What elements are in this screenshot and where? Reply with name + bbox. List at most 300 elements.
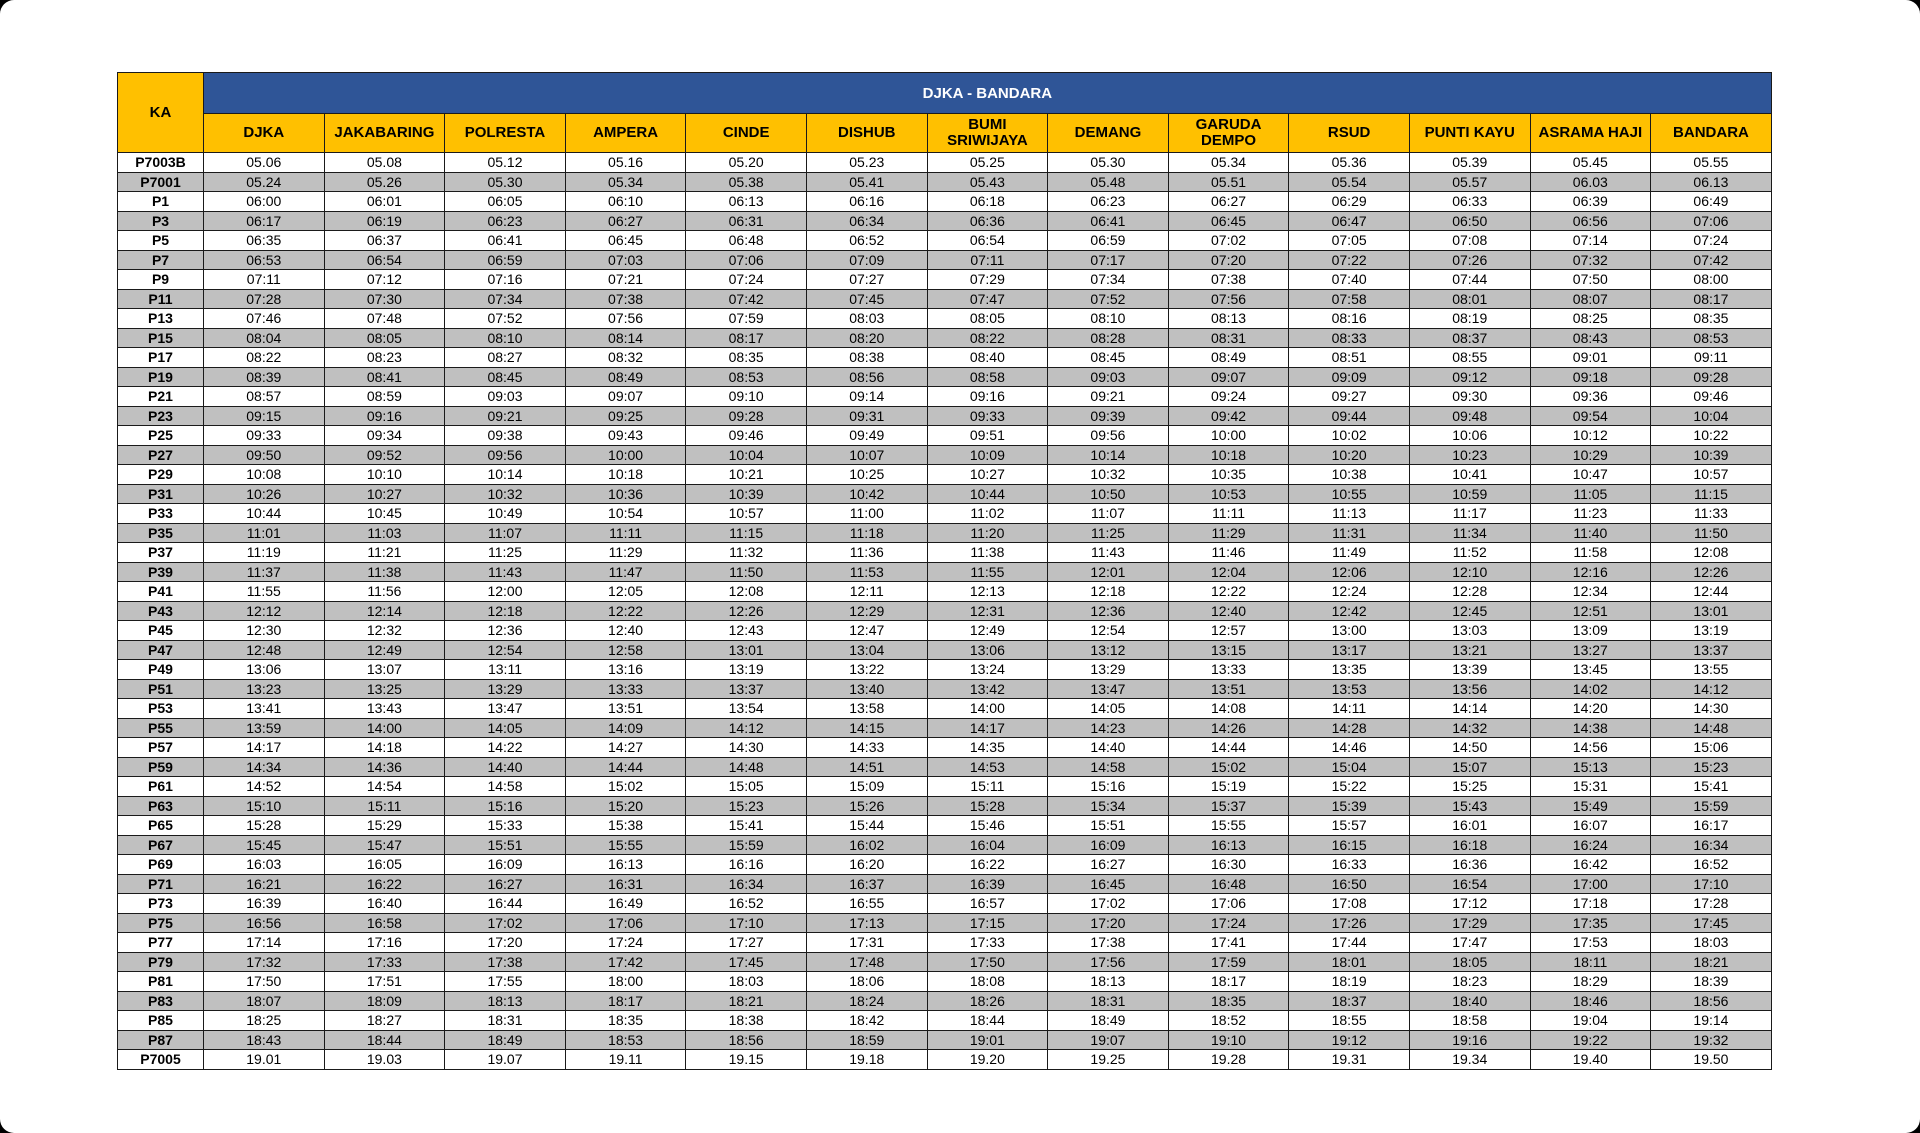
- time-cell: 18:43: [204, 1030, 325, 1050]
- time-cell: 11:52: [1409, 543, 1530, 563]
- time-cell: 12:14: [324, 601, 445, 621]
- time-cell: 10:38: [1289, 465, 1410, 485]
- time-cell: 15:46: [927, 816, 1048, 836]
- table-row: [118, 621, 1772, 641]
- time-cell: 05.34: [1168, 153, 1289, 173]
- time-cell: 12:42: [1289, 601, 1410, 621]
- time-cell: 18:49: [445, 1030, 566, 1050]
- time-cell: 11:38: [927, 543, 1048, 563]
- train-id-cell: P23: [118, 406, 204, 426]
- time-cell: 13:53: [1289, 679, 1410, 699]
- time-cell: 12:45: [1409, 601, 1530, 621]
- time-cell: 19.20: [927, 1050, 1048, 1070]
- time-cell: 10:57: [686, 504, 807, 524]
- time-cell: 17:26: [1289, 913, 1410, 933]
- time-cell: 14:05: [445, 718, 566, 738]
- table-row: [118, 309, 1772, 329]
- time-cell: 16:44: [445, 894, 566, 914]
- time-cell: 19.28: [1168, 1050, 1289, 1070]
- train-id-cell: P55: [118, 718, 204, 738]
- time-cell: 09:56: [1048, 426, 1169, 446]
- table-row: [118, 699, 1772, 719]
- time-cell: 17:41: [1168, 933, 1289, 953]
- time-cell: 09:25: [565, 406, 686, 426]
- time-cell: 11:02: [927, 504, 1048, 524]
- train-id-cell: P35: [118, 523, 204, 543]
- time-cell: 16:18: [1409, 835, 1530, 855]
- time-cell: 18:08: [927, 972, 1048, 992]
- time-cell: 12:24: [1289, 582, 1410, 602]
- table-row: [118, 250, 1772, 270]
- time-cell: 07:06: [1651, 211, 1772, 231]
- time-cell: 15:16: [445, 796, 566, 816]
- time-cell: 16:13: [565, 855, 686, 875]
- time-cell: 06:41: [445, 231, 566, 251]
- time-cell: 15:59: [686, 835, 807, 855]
- train-id-cell: P87: [118, 1030, 204, 1050]
- time-cell: 16:45: [1048, 874, 1169, 894]
- time-cell: 19.25: [1048, 1050, 1169, 1070]
- time-cell: 16:13: [1168, 835, 1289, 855]
- time-cell: 05.41: [806, 172, 927, 192]
- time-cell: 14:48: [1651, 718, 1772, 738]
- time-cell: 08:55: [1409, 348, 1530, 368]
- time-cell: 09:21: [1048, 387, 1169, 407]
- time-cell: 14:44: [565, 757, 686, 777]
- time-cell: 18:46: [1530, 991, 1651, 1011]
- time-cell: 06:49: [1651, 192, 1772, 212]
- timetable: [117, 72, 1772, 1070]
- table-row: [118, 543, 1772, 563]
- time-cell: 12:47: [806, 621, 927, 641]
- train-id-cell: P19: [118, 367, 204, 387]
- time-cell: 13:19: [686, 660, 807, 680]
- time-cell: 07:05: [1289, 231, 1410, 251]
- time-cell: 17:45: [686, 952, 807, 972]
- time-cell: 11:55: [204, 582, 325, 602]
- train-id-cell: P15: [118, 328, 204, 348]
- time-cell: 12:48: [204, 640, 325, 660]
- time-cell: 07:52: [445, 309, 566, 329]
- time-cell: 15:13: [1530, 757, 1651, 777]
- time-cell: 17:47: [1409, 933, 1530, 953]
- time-cell: 12:32: [324, 621, 445, 641]
- time-cell: 18:24: [806, 991, 927, 1011]
- time-cell: 09:33: [927, 406, 1048, 426]
- time-cell: 09:03: [1048, 367, 1169, 387]
- table-row: [118, 718, 1772, 738]
- time-cell: 15:05: [686, 777, 807, 797]
- table-row: [118, 855, 1772, 875]
- time-cell: 07:42: [1651, 250, 1772, 270]
- time-cell: 07:22: [1289, 250, 1410, 270]
- time-cell: 07:03: [565, 250, 686, 270]
- time-cell: 07:16: [445, 270, 566, 290]
- time-cell: 08:53: [686, 367, 807, 387]
- time-cell: 19:14: [1651, 1011, 1772, 1031]
- time-cell: 18:52: [1168, 1011, 1289, 1031]
- time-cell: 15:11: [927, 777, 1048, 797]
- time-cell: 17:14: [204, 933, 325, 953]
- time-cell: 13:01: [1651, 601, 1772, 621]
- time-cell: 08:20: [806, 328, 927, 348]
- time-cell: 08:41: [324, 367, 445, 387]
- time-cell: 18:35: [1168, 991, 1289, 1011]
- train-id-cell: P29: [118, 465, 204, 485]
- time-cell: 06:00: [204, 192, 325, 212]
- station-header: CINDE: [686, 114, 807, 153]
- time-cell: 09:16: [324, 406, 445, 426]
- time-cell: 18:09: [324, 991, 445, 1011]
- time-cell: 14:54: [324, 777, 445, 797]
- time-cell: 13:55: [1651, 660, 1772, 680]
- time-cell: 16:27: [445, 874, 566, 894]
- time-cell: 06:59: [1048, 231, 1169, 251]
- time-cell: 17:29: [1409, 913, 1530, 933]
- time-cell: 05.12: [445, 153, 566, 173]
- time-cell: 13:04: [806, 640, 927, 660]
- time-cell: 18:53: [565, 1030, 686, 1050]
- time-cell: 16:39: [204, 894, 325, 914]
- time-cell: 14:50: [1409, 738, 1530, 758]
- time-cell: 07:44: [1409, 270, 1530, 290]
- time-cell: 10:20: [1289, 445, 1410, 465]
- time-cell: 07:27: [806, 270, 927, 290]
- time-cell: 06:54: [324, 250, 445, 270]
- time-cell: 18:13: [1048, 972, 1169, 992]
- train-id-cell: P31: [118, 484, 204, 504]
- time-cell: 06:59: [445, 250, 566, 270]
- time-cell: 18:23: [1409, 972, 1530, 992]
- time-cell: 18:03: [686, 972, 807, 992]
- time-cell: 09:33: [204, 426, 325, 446]
- time-cell: 17:59: [1168, 952, 1289, 972]
- time-cell: 08:43: [1530, 328, 1651, 348]
- time-cell: 13:54: [686, 699, 807, 719]
- time-cell: 17:10: [686, 913, 807, 933]
- time-cell: 15:06: [1651, 738, 1772, 758]
- time-cell: 08:28: [1048, 328, 1169, 348]
- time-cell: 18:55: [1289, 1011, 1410, 1031]
- time-cell: 09:46: [686, 426, 807, 446]
- time-cell: 08:49: [1168, 348, 1289, 368]
- time-cell: 14:08: [1168, 699, 1289, 719]
- time-cell: 07:21: [565, 270, 686, 290]
- time-cell: 05.38: [686, 172, 807, 192]
- time-cell: 08:14: [565, 328, 686, 348]
- time-cell: 09:56: [445, 445, 566, 465]
- time-cell: 09:07: [565, 387, 686, 407]
- time-cell: 18:01: [1289, 952, 1410, 972]
- time-cell: 12:26: [686, 601, 807, 621]
- time-cell: 12:18: [445, 601, 566, 621]
- time-cell: 16:24: [1530, 835, 1651, 855]
- time-cell: 12:58: [565, 640, 686, 660]
- time-cell: 09:38: [445, 426, 566, 446]
- time-cell: 14:05: [1048, 699, 1169, 719]
- time-cell: 06:18: [927, 192, 1048, 212]
- time-cell: 07:14: [1530, 231, 1651, 251]
- time-cell: 08:53: [1651, 328, 1772, 348]
- train-id-cell: P77: [118, 933, 204, 953]
- time-cell: 17:00: [1530, 874, 1651, 894]
- time-cell: 13:03: [1409, 621, 1530, 641]
- time-cell: 10:55: [1289, 484, 1410, 504]
- time-cell: 12:13: [927, 582, 1048, 602]
- time-cell: 15:44: [806, 816, 927, 836]
- time-cell: 12:01: [1048, 562, 1169, 582]
- time-cell: 16:37: [806, 874, 927, 894]
- time-cell: 13:06: [204, 660, 325, 680]
- time-cell: 07:38: [565, 289, 686, 309]
- time-cell: 08:10: [1048, 309, 1169, 329]
- time-cell: 09:30: [1409, 387, 1530, 407]
- table-row: [118, 172, 1772, 192]
- time-cell: 15:02: [1168, 757, 1289, 777]
- time-cell: 18:13: [445, 991, 566, 1011]
- time-cell: 09:36: [1530, 387, 1651, 407]
- time-cell: 13:43: [324, 699, 445, 719]
- time-cell: 11:56: [324, 582, 445, 602]
- time-cell: 05.30: [1048, 153, 1169, 173]
- time-cell: 09:11: [1651, 348, 1772, 368]
- train-id-cell: P9: [118, 270, 204, 290]
- time-cell: 16:22: [324, 874, 445, 894]
- time-cell: 12:10: [1409, 562, 1530, 582]
- time-cell: 10:53: [1168, 484, 1289, 504]
- table-row: [118, 192, 1772, 212]
- time-cell: 19.50: [1651, 1050, 1772, 1070]
- time-cell: 05.26: [324, 172, 445, 192]
- time-cell: 17:42: [565, 952, 686, 972]
- table-row: [118, 601, 1772, 621]
- train-id-cell: P13: [118, 309, 204, 329]
- time-cell: 07:09: [806, 250, 927, 270]
- time-cell: 14:44: [1168, 738, 1289, 758]
- time-cell: 10:27: [927, 465, 1048, 485]
- time-cell: 06:33: [1409, 192, 1530, 212]
- time-cell: 14:11: [1289, 699, 1410, 719]
- time-cell: 09:15: [204, 406, 325, 426]
- station-header: JAKABARING: [324, 114, 445, 153]
- time-cell: 10:14: [445, 465, 566, 485]
- time-cell: 09:16: [927, 387, 1048, 407]
- time-cell: 17:20: [1048, 913, 1169, 933]
- station-header: DISHUB: [806, 114, 927, 153]
- train-id-cell: P41: [118, 582, 204, 602]
- time-cell: 18:44: [324, 1030, 445, 1050]
- train-id-cell: P67: [118, 835, 204, 855]
- time-cell: 10:44: [204, 504, 325, 524]
- time-cell: 09:31: [806, 406, 927, 426]
- time-cell: 11:05: [1530, 484, 1651, 504]
- time-cell: 07:08: [1409, 231, 1530, 251]
- time-cell: 11:29: [565, 543, 686, 563]
- time-cell: 11:37: [204, 562, 325, 582]
- time-cell: 10:23: [1409, 445, 1530, 465]
- table-row: [118, 523, 1772, 543]
- time-cell: 05.06: [204, 153, 325, 173]
- time-cell: 17:44: [1289, 933, 1410, 953]
- table-row: [118, 270, 1772, 290]
- table-row: [118, 211, 1772, 231]
- time-cell: 07:59: [686, 309, 807, 329]
- time-cell: 08:16: [1289, 309, 1410, 329]
- time-cell: 08:40: [927, 348, 1048, 368]
- train-id-cell: P17: [118, 348, 204, 368]
- time-cell: 18:03: [1651, 933, 1772, 953]
- time-cell: 06:23: [1048, 192, 1169, 212]
- time-cell: 11:53: [806, 562, 927, 582]
- time-cell: 10:26: [204, 484, 325, 504]
- time-cell: 15:33: [445, 816, 566, 836]
- time-cell: 10:04: [1651, 406, 1772, 426]
- time-cell: 16:52: [1651, 855, 1772, 875]
- time-cell: 08:45: [1048, 348, 1169, 368]
- time-cell: 17:45: [1651, 913, 1772, 933]
- time-cell: 14:58: [1048, 757, 1169, 777]
- table-row: [118, 679, 1772, 699]
- time-cell: 18:21: [686, 991, 807, 1011]
- time-cell: 15:23: [686, 796, 807, 816]
- table-row: [118, 289, 1772, 309]
- time-cell: 11:19: [204, 543, 325, 563]
- time-cell: 16:16: [686, 855, 807, 875]
- time-cell: 15:55: [565, 835, 686, 855]
- time-cell: 07:26: [1409, 250, 1530, 270]
- time-cell: 13:29: [1048, 660, 1169, 680]
- time-cell: 16:31: [565, 874, 686, 894]
- time-cell: 08:10: [445, 328, 566, 348]
- time-cell: 13:59: [204, 718, 325, 738]
- time-cell: 16:03: [204, 855, 325, 875]
- time-cell: 16:36: [1409, 855, 1530, 875]
- time-cell: 13:01: [686, 640, 807, 660]
- time-cell: 06.03: [1530, 172, 1651, 192]
- time-cell: 08:17: [686, 328, 807, 348]
- time-cell: 13:58: [806, 699, 927, 719]
- time-cell: 17:50: [927, 952, 1048, 972]
- time-cell: 10:29: [1530, 445, 1651, 465]
- time-cell: 11:43: [445, 562, 566, 582]
- time-cell: 17:20: [445, 933, 566, 953]
- train-id-cell: P7003B: [118, 153, 204, 173]
- time-cell: 15:23: [1651, 757, 1772, 777]
- time-cell: 10:49: [445, 504, 566, 524]
- table-row: [118, 1050, 1772, 1070]
- time-cell: 15:41: [686, 816, 807, 836]
- time-cell: 05.30: [445, 172, 566, 192]
- station-header: DEMANG: [1048, 114, 1169, 153]
- table-row: [118, 894, 1772, 914]
- time-cell: 17:51: [324, 972, 445, 992]
- time-cell: 07:50: [1530, 270, 1651, 290]
- time-cell: 07:38: [1168, 270, 1289, 290]
- time-cell: 09:28: [1651, 367, 1772, 387]
- time-cell: 18:00: [565, 972, 686, 992]
- train-id-cell: P83: [118, 991, 204, 1011]
- table-row: [118, 816, 1772, 836]
- time-cell: 06:41: [1048, 211, 1169, 231]
- time-cell: 09:43: [565, 426, 686, 446]
- time-cell: 11:11: [565, 523, 686, 543]
- time-cell: 06:27: [1168, 192, 1289, 212]
- time-cell: 16:34: [1651, 835, 1772, 855]
- time-cell: 15:51: [1048, 816, 1169, 836]
- time-cell: 14:17: [927, 718, 1048, 738]
- time-cell: 17:02: [445, 913, 566, 933]
- time-cell: 09:09: [1289, 367, 1410, 387]
- time-cell: 12:29: [806, 601, 927, 621]
- time-cell: 13:45: [1530, 660, 1651, 680]
- time-cell: 09:50: [204, 445, 325, 465]
- time-cell: 13:33: [1168, 660, 1289, 680]
- train-id-cell: P61: [118, 777, 204, 797]
- time-cell: 07:40: [1289, 270, 1410, 290]
- time-cell: 09:48: [1409, 406, 1530, 426]
- time-cell: 16:01: [1409, 816, 1530, 836]
- time-cell: 15:37: [1168, 796, 1289, 816]
- time-cell: 16:15: [1289, 835, 1410, 855]
- time-cell: 08:51: [1289, 348, 1410, 368]
- time-cell: 15:45: [204, 835, 325, 855]
- time-cell: 08:01: [1409, 289, 1530, 309]
- time-cell: 15:25: [1409, 777, 1530, 797]
- train-id-cell: P37: [118, 543, 204, 563]
- train-id-cell: P7: [118, 250, 204, 270]
- time-cell: 06:36: [927, 211, 1048, 231]
- timetable-body: [118, 153, 1772, 1070]
- time-cell: 12:49: [927, 621, 1048, 641]
- time-cell: 13:51: [1168, 679, 1289, 699]
- time-cell: 12:28: [1409, 582, 1530, 602]
- time-cell: 13:23: [204, 679, 325, 699]
- time-cell: 06:01: [324, 192, 445, 212]
- time-cell: 11:21: [324, 543, 445, 563]
- time-cell: 07:24: [1651, 231, 1772, 251]
- time-cell: 14:12: [686, 718, 807, 738]
- time-cell: 07:20: [1168, 250, 1289, 270]
- time-cell: 08:33: [1289, 328, 1410, 348]
- time-cell: 18:31: [445, 1011, 566, 1031]
- table-row: [118, 972, 1772, 992]
- time-cell: 17:33: [324, 952, 445, 972]
- time-cell: 14:20: [1530, 699, 1651, 719]
- time-cell: 10:18: [565, 465, 686, 485]
- time-cell: 08:56: [806, 367, 927, 387]
- time-cell: 14:17: [204, 738, 325, 758]
- time-cell: 18:58: [1409, 1011, 1530, 1031]
- time-cell: 10:57: [1651, 465, 1772, 485]
- train-id-cell: P11: [118, 289, 204, 309]
- time-cell: 15:26: [806, 796, 927, 816]
- time-cell: 15:28: [204, 816, 325, 836]
- time-cell: 10:10: [324, 465, 445, 485]
- ka-column-header: KA: [118, 73, 204, 153]
- time-cell: 18:35: [565, 1011, 686, 1031]
- time-cell: 05.24: [204, 172, 325, 192]
- time-cell: 12:08: [686, 582, 807, 602]
- time-cell: 15:04: [1289, 757, 1410, 777]
- time-cell: 14:18: [324, 738, 445, 758]
- time-cell: 13:09: [1530, 621, 1651, 641]
- time-cell: 12:51: [1530, 601, 1651, 621]
- time-cell: 10:07: [806, 445, 927, 465]
- time-cell: 09:54: [1530, 406, 1651, 426]
- time-cell: 09:01: [1530, 348, 1651, 368]
- time-cell: 16:17: [1651, 816, 1772, 836]
- table-row: [118, 231, 1772, 251]
